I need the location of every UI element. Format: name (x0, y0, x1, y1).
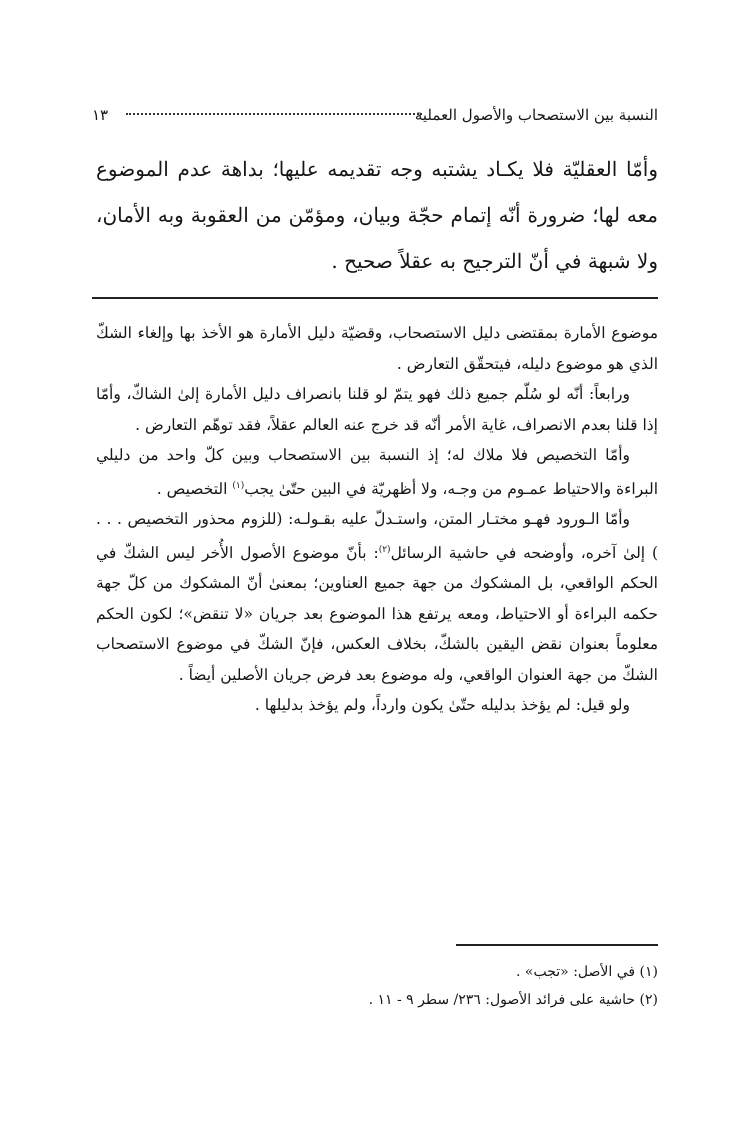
footnote-1: (١) في الأصل: «تجب» . (516, 964, 658, 980)
footnotes (96, 958, 658, 1014)
commentary-paragraph-5: ولو قيل: لم يؤخذ بدليله حتّىٰ يكون وارداً، ولم يؤخذ بدليلها . (254, 696, 630, 715)
commentary-paragraph-2: ورابعاً: أنّه لو سُلّم جميع ذلك فهو يتمّ لو قلنا بانصراف دليل الأمارة إلىٰ الشاكّ، وأمّا إذا قلنا بعدم الانصراف، غاية الأمر أنّه قد خرج عنه العالم عقلاً، فقد توهّم التعارض . (96, 385, 658, 434)
footnote-ref-2: (٢) (378, 544, 391, 555)
commentary-paragraph-4 (96, 504, 658, 690)
footnote-ref-1: (١) (232, 480, 245, 491)
footnote-2: (٢) حاشية على فرائد الأصول: ٢٣٦/ سطر ٩ - ١١ . (368, 992, 658, 1008)
main-text-paragraph: وأمّا العقليّة فلا يكـاد يشتبه وجه تقديمه عليها؛ بداهة عدم الموضوع معه لها؛ ضرورة أنّه إتمام حجّة وبيان، ومؤمّن من العقوبة وبه الأمان، ولا شبهة في أنّ الترجيح به عقلاً صحيح . (96, 157, 658, 273)
paragraph-4-text-a: وأمّا الـورود فهـو مختـار المتن، واستـدلّ عليه بقـولـه: (للزوم محذور التخصيص . . . ) إلىٰ آخره، وأوضحه في حاشية الرسائل (96, 510, 659, 562)
header-title: النسبة بين الاستصحاب والأصول العملية (414, 106, 658, 124)
page-number: ١٣ (92, 106, 109, 124)
paragraph-4-text-b: : بأنّ موضوع الأصول الأُخر ليس الشكّ في الحكم الواقعي، بل المشكوك من جهة جميع العناوين؛ بمعنىٰ أنّ المشكوك من كلّ جهة حكمه البراءة أو الاحتياط، ومعه يرتفع هذا الموضوع بعد جريان «لا تنقض»؛ لكون الحكم معلوماً بعنوان نقض اليقين بالشكّ، بخلاف العكس، فإنّ الشكّ في موضوع الاستصحاب الشكّ من جهة العنوان الواقعي، وله موضوع بعد فرض جريان الأصلين أيضاً . (96, 543, 658, 684)
commentary-text (96, 318, 658, 721)
commentary-paragraph-3 (96, 440, 658, 504)
header-leader-dots (126, 113, 422, 115)
footnote-divider (456, 944, 658, 946)
commentary-divider (92, 297, 658, 299)
running-header (92, 103, 658, 127)
paragraph-3-text-b: التخصيص . (156, 479, 233, 498)
paragraph-3-text-a: وأمّا التخصيص فلا ملاك له؛ إذ النسبة بين الاستصحاب وبين كلّ واحد من دليلي البراءة والاحتياط عمـوم من وجـه، ولا أظهريّة في البين حتّىٰ يجب (96, 446, 658, 498)
commentary-paragraph-1: موضوع الأمارة بمقتضى دليل الاستصحاب، وقضيّة دليل الأمارة هو الأخذ بها وإلغاء الشكّ الذي هو موضوع دليله، فيتحقّق التعارض . (96, 324, 658, 373)
